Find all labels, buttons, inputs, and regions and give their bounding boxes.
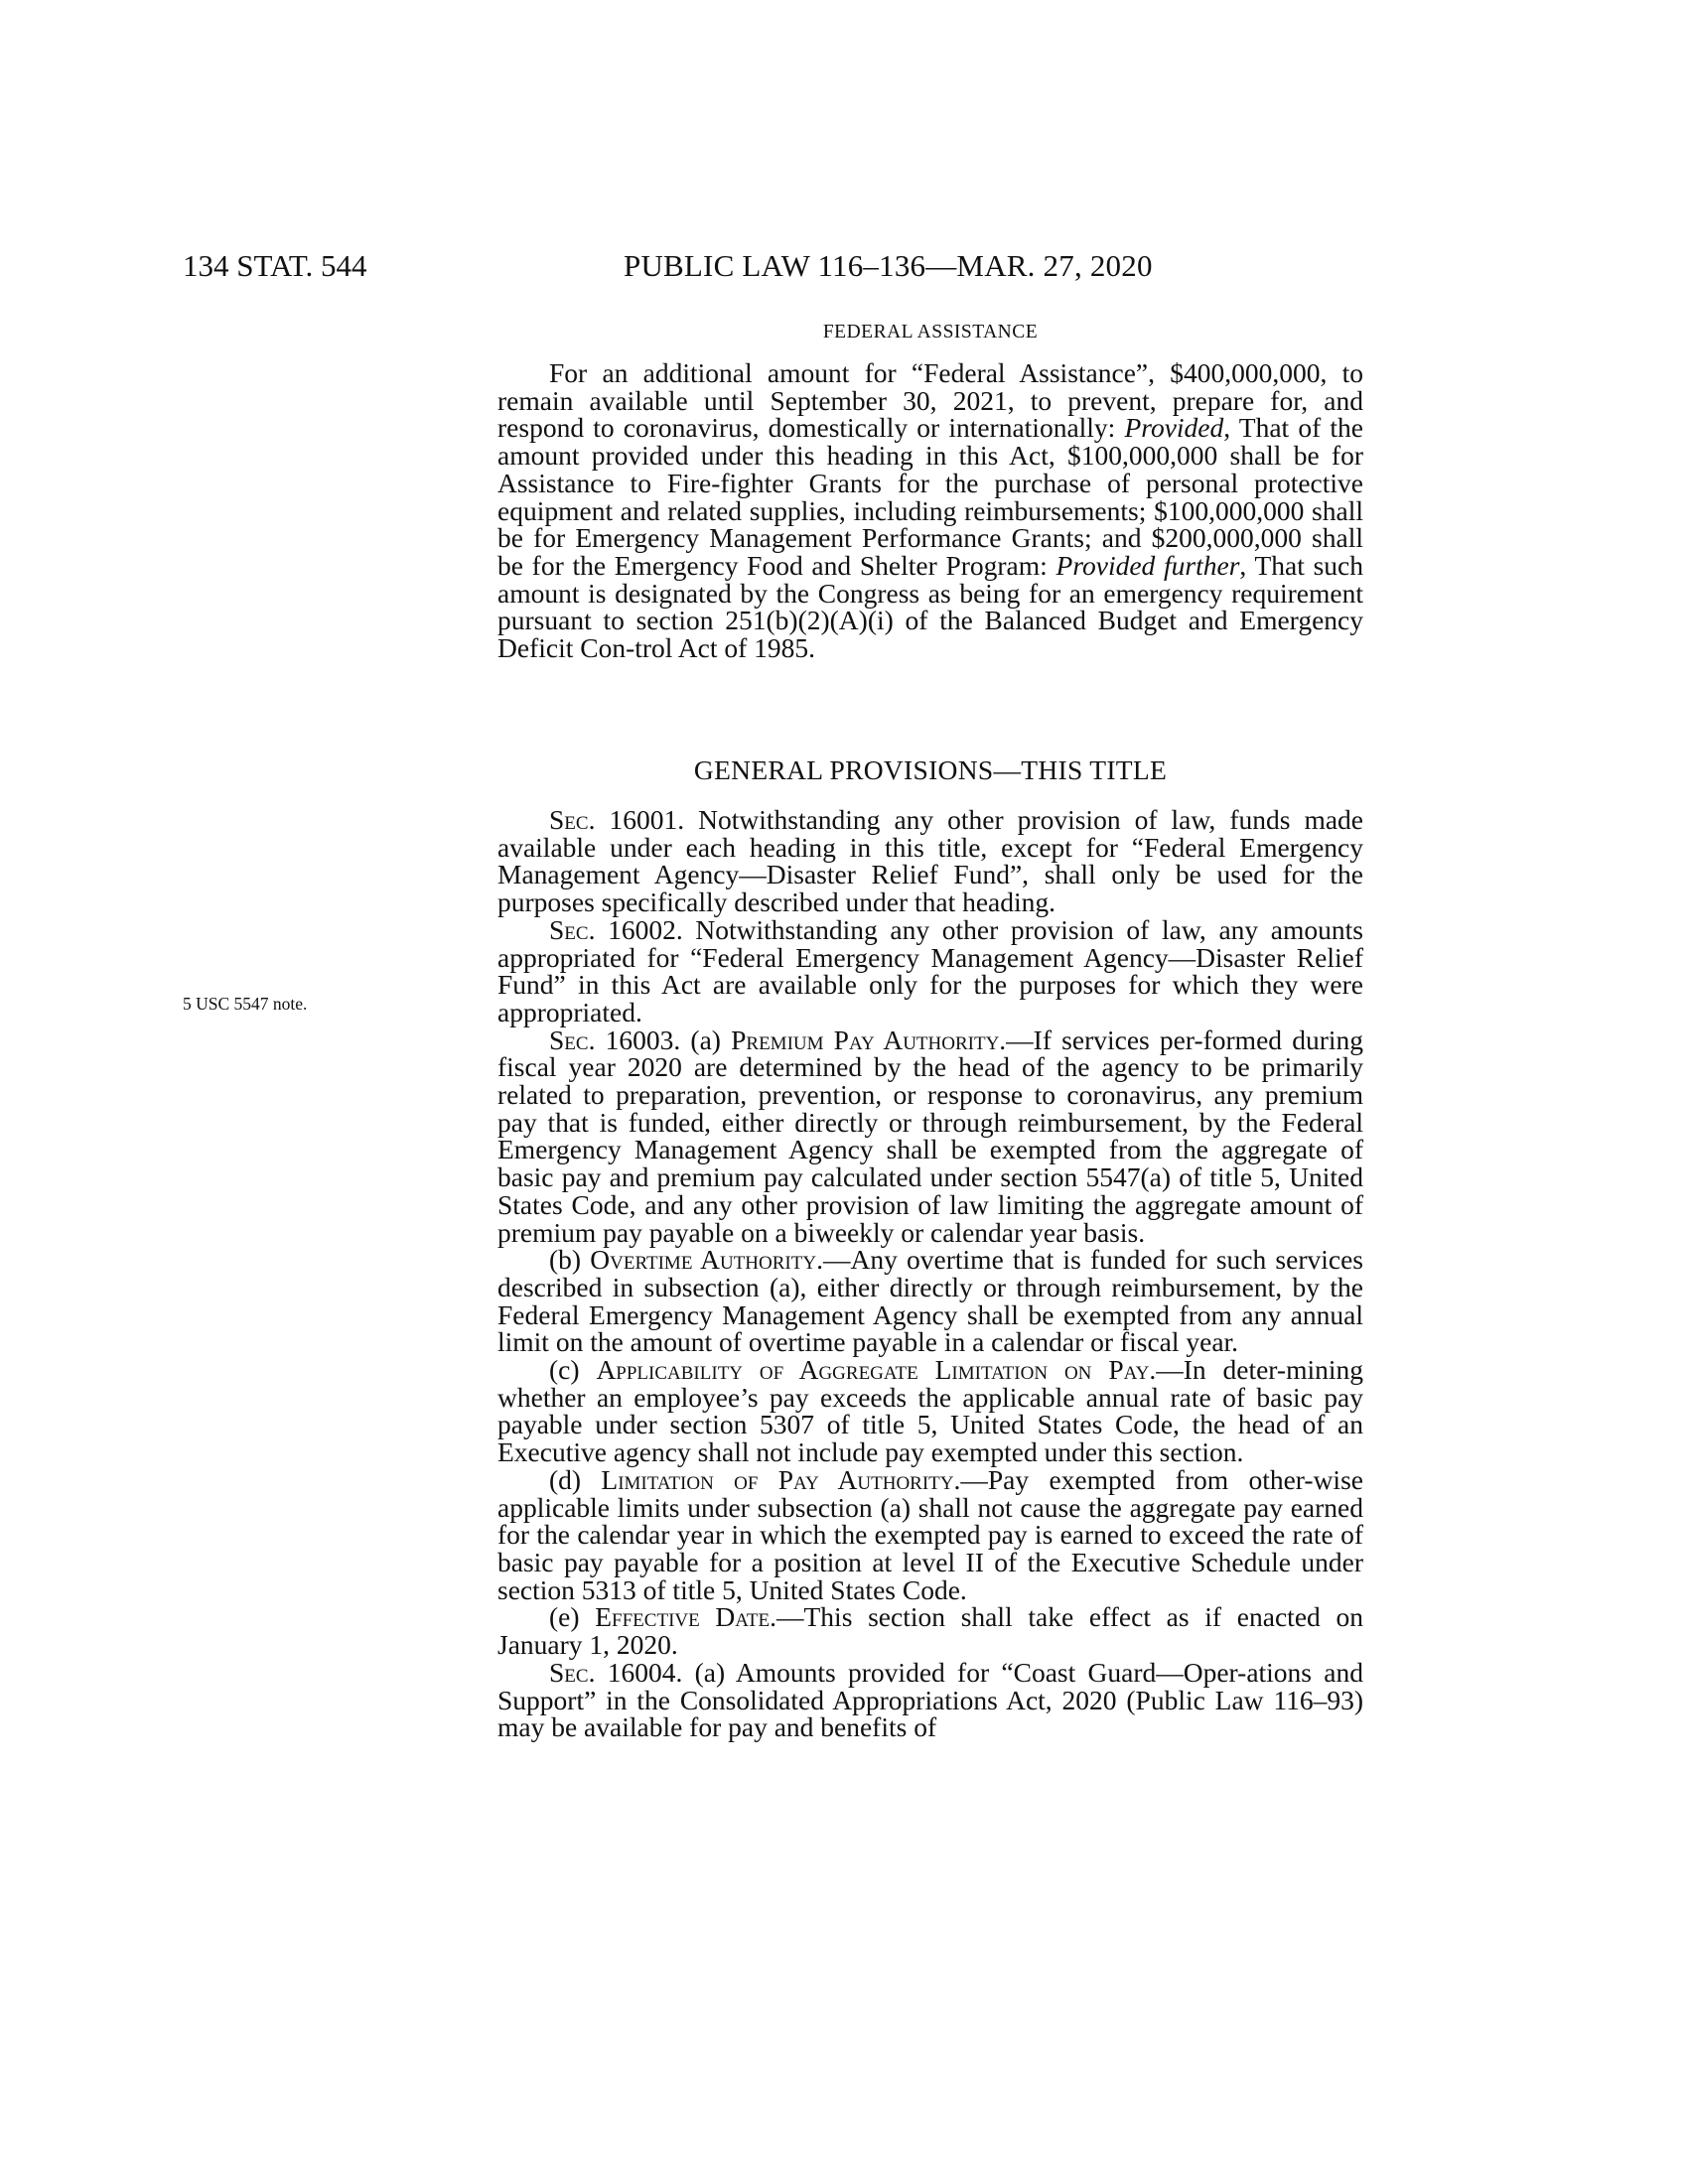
section-16004: Sec. 16004. (a) Amounts provided for “Coast Guard—Oper-ations and Support” in the Consolidated Appropriations Act, 2020 (Public Law 116–93) may be available for pay and benefits of	[497, 1656, 1363, 1743]
section-16003-c: (c) Applicability of Aggregate Limitation on Pay.—In deter-mining whether an employee’s pay exceeds the applicable annual rate of basic pay payable under section 5307 of title 5, United States Code, the head of an Executive agency shall not include pay exempted under this section.	[497, 1354, 1363, 1468]
running-header: PUBLIC LAW 116–136—MAR. 27, 2020	[624, 248, 1153, 283]
section-16001: Sec. 16001. Notwithstanding any other provision of law, funds made available under each heading in this title, except for “Federal Emergency Management Agency—Disaster Relief Fund”, shall only be used for the purposes specifically described under that heading.	[497, 804, 1363, 918]
statute-page-number: 134 STAT. 544	[183, 248, 367, 283]
heading-federal-assistance: FEDERAL ASSISTANCE	[822, 322, 1039, 342]
margin-citation-note: 5 USC 5547 note.	[183, 994, 308, 1014]
section-16002: Sec. 16002. Notwithstanding any other provision of law, any amounts appropriated for “Federal Emergency Management Agency—Disaster Relief Fund” in this Act are available only for the purposes for which they were appropriated.	[497, 913, 1363, 1027]
section-16003-b: (b) Overtime Authority.—Any overtime that is funded for such services described in subsection (a), either directly or through reimbursement, by the Federal Emergency Management Agency shall be exempted from any annual limit on the amount of overtime payable in a calendar or fiscal year.	[497, 1244, 1363, 1358]
federal-assistance-paragraph: For an additional amount for “Federal Assistance”, $400,000,000, to remain available until September 30, 2021, to prevent, prepare for, and respond to coronavirus, domestically or internationally: Provided, That of the amount provided under this heading in this Act, $100,000,000 shall be for Assistance to Fire-fighter Grants for the purchase of personal protective equipment and related supplies, including reimbursements; $100,000,000 shall be for Emergency Management Performance Grants; and $200,000,000 shall be for the Emergency Food and Shelter Program: Provided further, That such amount is designated by the Congress as being for an emergency requirement pursuant to section 251(b)(2)(A)(i) of the Balanced Budget and Emergency Deficit Con-trol Act of 1985.	[497, 357, 1364, 664]
section-16003-e: (e) Effective Date.—This section shall take effect as if enacted on January 1, 2020.	[497, 1601, 1363, 1661]
heading-general-provisions: GENERAL PROVISIONS—THIS TITLE	[693, 754, 1168, 785]
general-provisions-body	[497, 806, 1363, 1741]
section-16003-d: (d) Limitation of Pay Authority.—Pay exempted from other-wise applicable limits under subsection (a) shall not cause the aggregate pay earned for the calendar year in which the exempted pay is earned to exceed the rate of basic pay payable for a position at level II of the Executive Schedule under section 5313 of title 5, United States Code.	[497, 1463, 1363, 1605]
federal-assistance-body	[497, 359, 1363, 662]
section-16003-a: Sec. 16003. (a) Premium Pay Authority.—If services per-formed during fiscal year 2020 are determined by the head of the agency to be primarily related to preparation, prevention, or response to coronavirus, any premium pay that is funded, either directly or through reimbursement, by the Federal Emergency Management Agency shall be exempted from the aggregate of basic pay and premium pay calculated under section 5547(a) of title 5, United States Code, and any other provision of law limiting the aggregate amount of premium pay payable on a biweekly or calendar year basis.	[497, 1024, 1363, 1248]
